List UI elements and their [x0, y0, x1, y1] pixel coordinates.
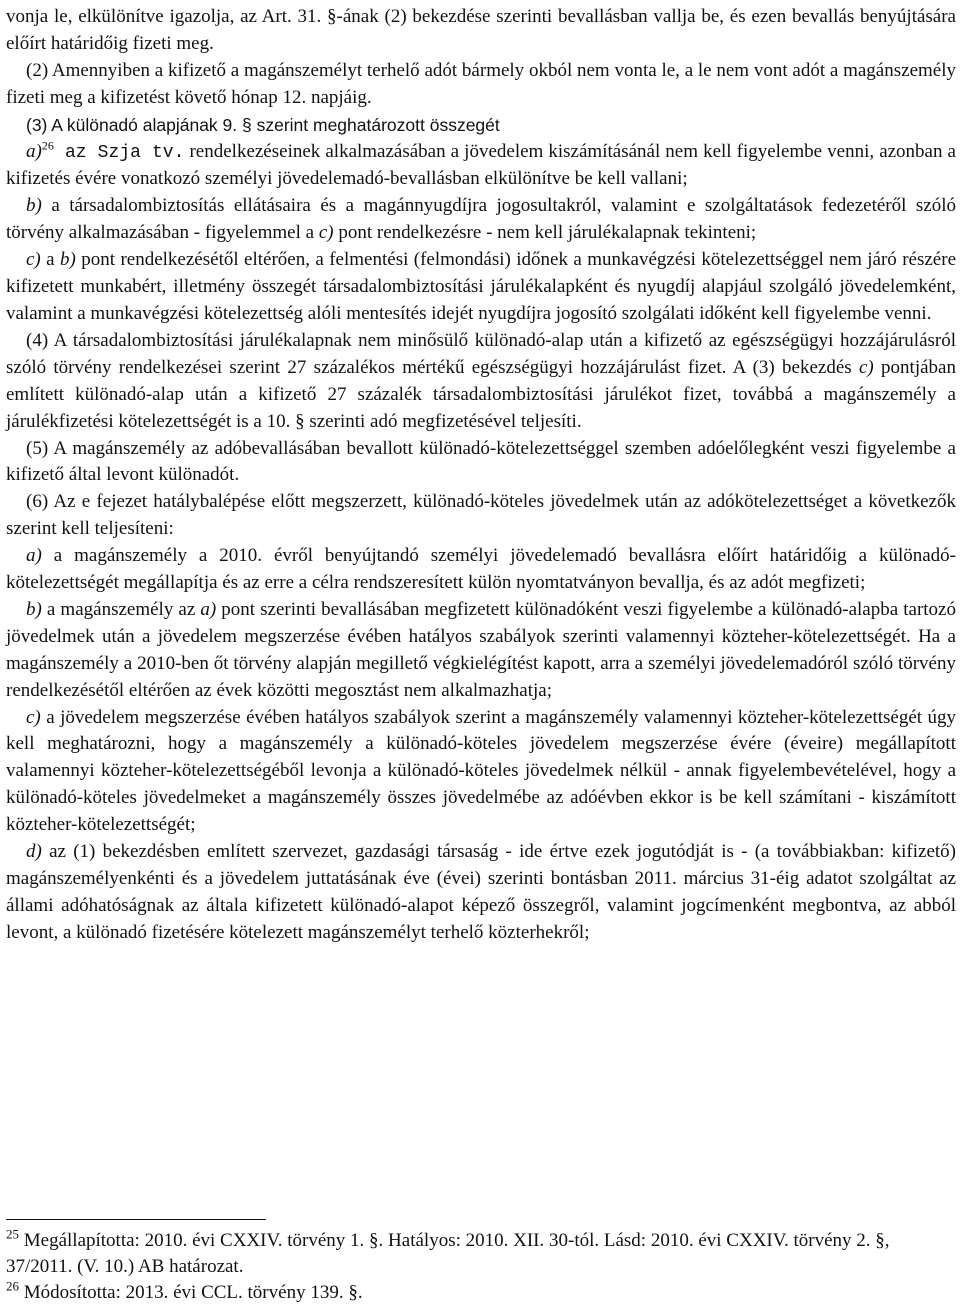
paragraph-4: (4) A társadalombiztosítási járulékalapnak nem minősülő különadó-alap után a kifizető az egészségügyi hozzájárulásról szóló törvény rendelkezései szerint 27 százalékos mértékű egészségügyi hozzájárulást fizet. A (3) bekezdés c) pontjában említett különadó-alap után a kifizető 27 százalék társadalombiztosítási járulékot fizet, továbbá a magánszemély a járulékfizetési kötelezettségét is a 10. § szerinti adó megfizetésével teljesíti.	[6, 329, 956, 432]
footnotes	[6, 1228, 956, 1306]
paragraph-3: (3) A különadó alapjának 9. § szerint meghatározott összegét	[26, 114, 500, 135]
point-3a: a)$^{26}$ az Szja tv. rendelkezéseinek alkalmazásában a jövedelem kiszámításánál nem kell figyelembe venni, azonban a kifizetés évére vonatkozó személyi jövedelemadó-bevallásban elkülönítve be kell vallani;	[6, 138, 956, 190]
footnote-divider	[6, 1219, 266, 1220]
paragraph-5: (5) A magánszemély az adóbevallásában bevallott különadó-kötelezettséggel szemben adóelőlegként veszi figyelembe a kifizető által levont különadót.	[6, 437, 956, 486]
point-6c: c) a jövedelem megszerzése évében hatályos szabályok szerint a magánszemély valamennyi közteher-kötelezettségét úgy kell meghatározni, hogy a magánszemély a különadó-köteles jövedelem megszerzése évére (éveire) megállapított valamennyi közteher-kötelezettségéből levonja a különadó-köteles jövedelmek nélkül - annak figyelembevételével, hogy a különadó-köteles jövedelmeket a magánszemély összes jövedelmébe az adóévben ekkor is be kell számítani - kiszámított közteher-kötelezettségét;	[6, 706, 956, 836]
point-label-a: a)	[26, 140, 42, 162]
paragraph-continuation: vonja le, elkülönítve igazolja, az Art. 31. §-ának (2) bekezdése szerinti bevallásban vallja be, és ezen bevallás benyújtására előírt határidőig fizeti meg.	[6, 6, 956, 54]
point-6a: a) a magánszemély a 2010. évről benyújtandó személyi jövedelemadó bevallásra előírt határidőig a különadó-kötelezettségét megállapítja és az erre a célra rendszeresített külön nyomtatványon bevallja, és az adót megfizeti;	[6, 545, 956, 594]
point-label-c: c)	[26, 249, 41, 271]
point-3c: c) a b) pont rendelkezésétől eltérően, a felmentési (felmondási) időnek a munkavégzési kötelezettséggel nem járó részére kifizetett munkabért, illetmény összegét társadalombiztosítási járulékalapként és nyugdíj alapjául szolgáló jövedelemként, valamint a munkavégzési kötelezettség alóli mentesítés idejét nyugdíjra jogosító szolgálati időként kell figyelembe venni.	[6, 249, 956, 324]
footnote-ref-26[interactable]: 26	[41, 138, 54, 153]
point-3b: b) a társadalombiztosítás ellátásaira és a magánnyugdíjra jogosultakról, valamint e szolgáltatások fedezetéről szóló törvény alkalmazásában - figyelemmel a c) pont rendelkezésre - nem kell járulékalapnak tekinteni;	[6, 195, 956, 244]
footnote-26: $^{26}$ Módosította: 2013. évi CCL. törvény 139. §.	[6, 1278, 363, 1303]
paragraph-2: (2) Amennyiben a kifizető a magánszemélyt terhelő adót bármely okból nem vonta le, a le nem vont adót a magánszemély fizeti meg a kifizetést követő hónap 12. napjáig.	[6, 59, 956, 108]
point-6d: d) az (1) bekezdésben említett szervezet, gazdasági társaság - ide értve ezek jogutódját is - (a továbbiakban: kifizető) magánszemélyenkénti és a jövedelem juttatásának éve (évei) szerinti bontásban 2011. március 31-éig adatot szolgáltat az állami adóhatóságnak az általa kifizetett különadó-alapot képező összegről, valamint jogcímenként megbontva, az abból levont, a különadó fizetésére kötelezett magánszemélyt terhelő közterhekről;	[6, 841, 956, 943]
point-6b: b) a magánszemély az a) pont szerinti bevallásában megfizetett különadóként veszi figyelembe a különadó-alapba tartozó jövedelmek után a jövedelem megszerzése évében hatályos szabályok szerinti valamennyi közteher-kötelezettségét. Ha a magánszemély a 2010-ben őt törvény alapján megillető végkielégítést kapott, arra a személyi jövedelemadóról szóló törvény rendelkezésétől eltérően az évek közötti megosztást nem alkalmazhatja;	[6, 598, 956, 701]
point-label-b: b)	[26, 195, 42, 217]
footnote-25: $^{25}$ Megállapította: 2010. évi CXXIV. törvény 1. §. Hatályos: 2010. XII. 30-tól. Lásd: 2010. évi CXXIV. törvény 2. §, 37/2011. (V. 10.) AB határozat.	[6, 1226, 890, 1277]
paragraph-6: (6) Az e fejezet hatálybalépése előtt megszerzett, különadó-köteles jövedelmek után az adókötelezettséget a következők szerint kell teljesíteni:	[6, 491, 956, 540]
